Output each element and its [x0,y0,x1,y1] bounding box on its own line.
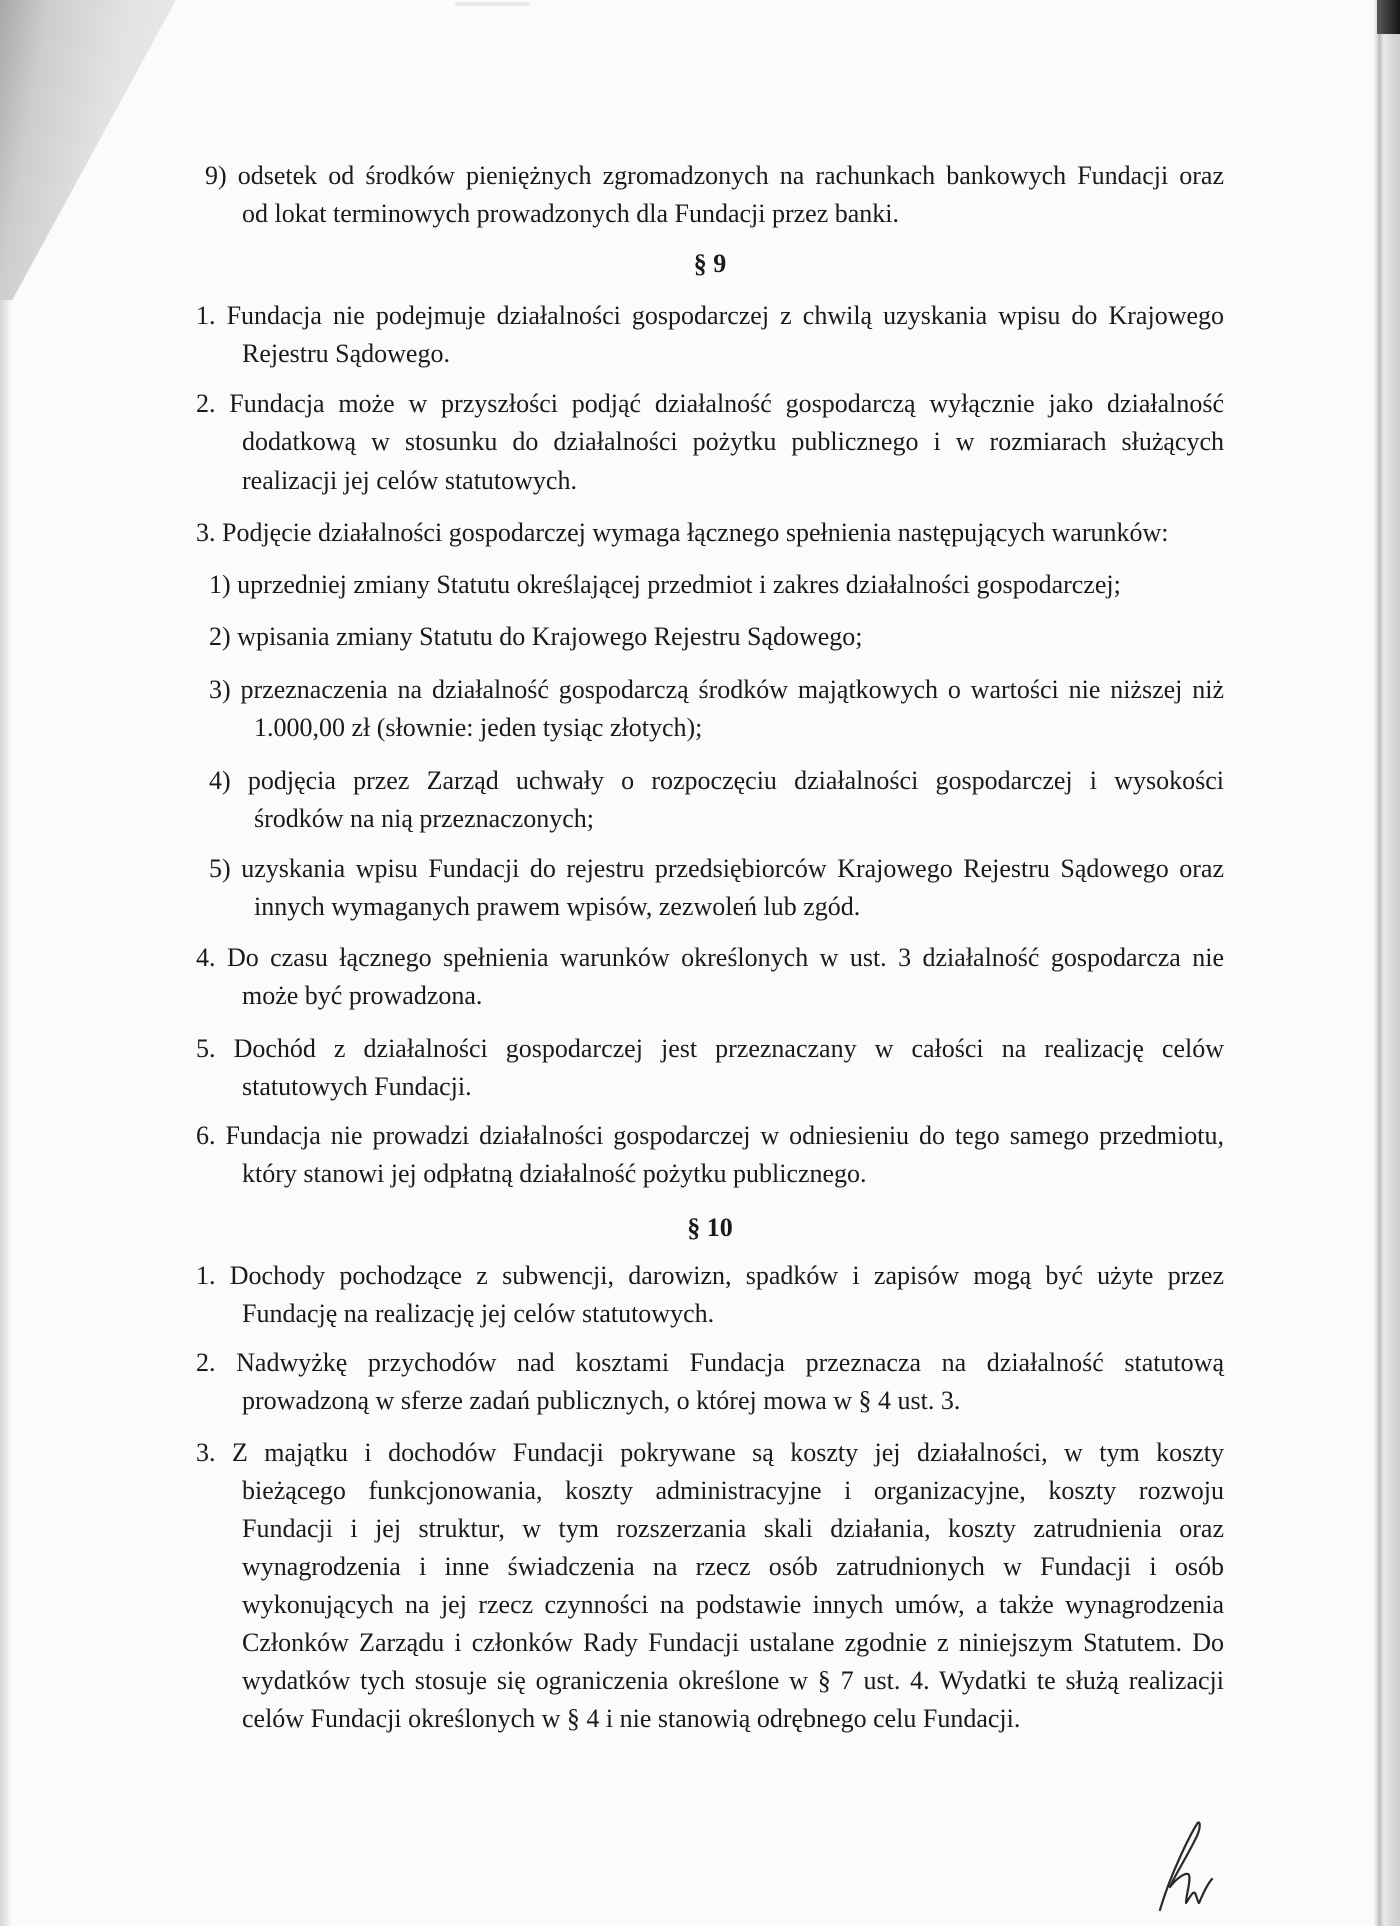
text-line [242,977,1224,1016]
line-text: Dochody pochodzące z subwencji, darowizn, spadków i zapisów mogą być użyte przez [229,1260,1225,1290]
numbered-paragraph [196,385,1224,501]
numbered-paragraph [196,1434,1224,1738]
text-line [242,1295,1224,1334]
item-number: 4. [196,942,216,972]
section-heading: § 9 [693,248,727,278]
text-line [209,618,1224,657]
scan-edge-right [1373,0,1400,1926]
line-text: Podjęcie działalności gospodarczej wymaga łącznego spełnienia następujących warunków: [222,517,1169,547]
line-text: Rejestru Sądowego. [242,339,450,369]
line-text: innych wymaganych prawem wpisów, zezwoleń lub zgód. [254,892,861,922]
text-line [196,385,1224,424]
scan-shadow-left-wedge [0,0,176,300]
text-line [209,850,1224,889]
list-item [209,618,1224,657]
numbered-paragraph [196,514,1224,553]
numbered-paragraph [196,1030,1224,1107]
line-text: przeznaczenia na działalność gospodarczą środków majątkowych o wartości nie niższej niż [240,674,1224,704]
line-text: bieżącego funkcjonowania, koszty administracyjne i organizacyjne, koszty rozwoju [242,1476,1224,1505]
text-line [254,709,1224,748]
line-text: od lokat terminowych prowadzonych dla Fundacji przez banki. [242,199,900,229]
text-line [209,566,1224,605]
item-number: 2) [209,621,231,651]
line-text: uprzedniej zmiany Statutu określającej przedmiot i zakres działalności gospodarczej; [237,569,1121,599]
text-line [242,1382,1224,1421]
text-line [242,1662,1224,1700]
section-heading: § 10 [687,1212,733,1242]
line-text: realizacji jej celów statutowych. [242,465,577,495]
line-text: statutowych Fundacji. [242,1072,472,1102]
line-text: Fundacja może w przyszłości podjąć działalność gospodarczą wyłącznie jako działalność [229,388,1225,418]
item-number: 9) [205,160,227,190]
line-text: wpisania zmiany Statutu do Krajowego Rejestru Sądowego; [237,621,863,651]
line-text: wykonujących na jej rzecz czynności na podstawie innych umów, a także wynagrodzenia [242,1590,1224,1619]
line-text: Członków Zarządu i członków Rady Fundacji ustalane zgodnie z niniejszym Statutem. Do [242,1628,1224,1657]
line-text: Fundacja nie prowadzi działalności gospodarczej w odniesieniu do tego samego przedmiotu, [225,1120,1224,1150]
signature-stroke [1160,1822,1212,1910]
numbered-paragraph [196,939,1224,1016]
item-number: 1. [196,1260,216,1290]
line-text: odsetek od środków pieniężnych zgromadzonych na rachunkach bankowych Fundacji oraz [237,160,1224,190]
line-text: który stanowi jej odpłatną działalność pożytku publicznego. [242,1159,867,1189]
item-number: 2. [196,1347,216,1377]
text-line [196,514,1224,553]
line-text: Fundacji i jej struktur, w tym rozszerzania skali działania, koszty zatrudnienia oraz [242,1514,1224,1543]
line-text: wynagrodzenia i inne świadczenia na rzecz osób zatrudnionych w Fundacji i osób [242,1552,1224,1581]
scan-smudge [455,2,530,6]
text-line [254,800,1224,839]
line-text: może być prowadzona. [242,981,483,1011]
item-number: 1. [196,300,216,330]
text-line [196,1117,1224,1156]
line-text: Z majątku i dochodów Fundacji pokrywane są koszty jej działalności, w tym koszty [231,1438,1225,1467]
list-item [209,850,1224,927]
numbered-paragraph [196,297,1224,374]
line-text: środków na nią przeznaczonych; [254,804,595,834]
item-number: 4) [209,765,231,795]
text-line [209,762,1224,801]
text-line [242,195,1224,234]
text-line [196,297,1224,336]
line-text: Do czasu łącznego spełnienia warunków określonych w ust. 3 działalność gospodarcza nie [226,942,1225,972]
line-text: prowadzoną w sferze zadań publicznych, o której mowa w § 4 ust. 3. [242,1386,961,1416]
text-line [242,1624,1224,1662]
signature [1140,1815,1230,1925]
numbered-paragraph [196,1117,1224,1194]
text-line [196,1257,1224,1296]
text-line [242,1700,1224,1738]
list-item [209,671,1224,748]
item-number: 2. [196,388,216,418]
text-line [242,335,1224,374]
line-text: podjęcia przez Zarząd uchwały o rozpoczęciu działalności gospodarczej i wysokości [247,765,1224,795]
line-text: Fundację na realizację jej celów statutowych. [242,1299,715,1329]
item-number: 3. [196,1438,216,1467]
text-line [242,1586,1224,1624]
text-line [205,157,1224,196]
numbered-paragraph [196,1257,1224,1334]
list-item [209,566,1224,605]
scan-edge-right-top [1377,0,1400,34]
list-item [209,762,1224,839]
numbered-paragraph [196,1344,1224,1421]
text-line [254,888,1224,927]
text-line [196,1344,1224,1383]
list-item [205,157,1224,234]
text-line [196,1434,1224,1472]
text-line [242,1155,1224,1194]
line-text: 1.000,00 zł (słownie: jeden tysiąc złotych); [254,713,703,743]
item-number: 3) [209,674,231,704]
text-line [242,1510,1224,1548]
text-line [196,1030,1224,1069]
item-number: 3. [196,517,216,547]
item-number: 1) [209,569,231,599]
item-number: 5) [209,853,231,883]
text-line [242,423,1224,462]
text-line [242,1472,1224,1510]
item-number: 5. [196,1033,216,1063]
text-line [242,462,1224,501]
text-line [242,1548,1224,1586]
text-line [242,1068,1224,1107]
line-text: dodatkową w stosunku do działalności pożytku publicznego i w rozmiarach służących [242,427,1224,457]
line-text: Nadwyżkę przychodów nad kosztami Fundacja przeznacza na działalność statutową [236,1347,1225,1377]
line-text: Fundacja nie podejmuje działalności gospodarczej z chwilą uzyskania wpisu do Krajowego [226,300,1225,330]
line-text: celów Fundacji określonych w § 4 i nie stanowią odrębnego celu Fundacji. [242,1704,1021,1733]
line-text: Dochód z działalności gospodarczej jest przeznaczany w całości na realizację celów [233,1033,1225,1063]
line-text: wydatków tych stosuje się ograniczenia określone w § 7 ust. 4. Wydatki te służą realizacji [242,1666,1224,1695]
text-line [209,671,1224,710]
text-line [196,939,1224,978]
item-number: 6. [196,1120,216,1150]
line-text: uzyskania wpisu Fundacji do rejestru przedsiębiorców Krajowego Rejestru Sądowego oraz [241,853,1225,883]
